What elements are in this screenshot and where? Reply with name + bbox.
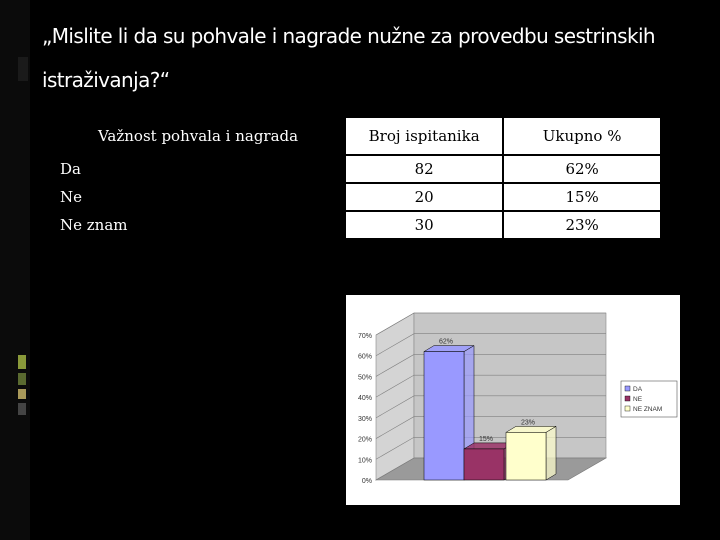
- row-count: 20: [345, 183, 503, 211]
- legend-label: NE ZNAM: [633, 406, 663, 413]
- row-label: Ne: [51, 183, 345, 211]
- left-decor-strip-4: [18, 403, 26, 415]
- bar-value-label: 15%: [478, 435, 494, 443]
- row-percent: 62%: [503, 155, 661, 183]
- y-tick-label: 30%: [357, 415, 372, 423]
- left-decor-band: [0, 0, 30, 540]
- bar: [506, 432, 546, 480]
- bar-side: [546, 426, 556, 480]
- y-tick-label: 10%: [357, 457, 372, 465]
- header-percent: Ukupno %: [503, 117, 661, 155]
- y-tick-label: 40%: [357, 395, 372, 403]
- row-label: Ne znam: [51, 211, 345, 239]
- legend-label: NE: [633, 396, 643, 403]
- y-tick-label: 50%: [357, 374, 372, 382]
- table-row: [51, 155, 661, 183]
- bar-chart: [346, 295, 680, 505]
- table-row: [51, 183, 661, 211]
- slide-title: „Mislite li da su pohvale i nagrade nužne za provedbu sestrinskih istraživanja?“: [42, 24, 655, 92]
- y-tick-label: 60%: [357, 353, 372, 361]
- bar-value-label: 62%: [438, 338, 454, 346]
- left-decor-strip-2: [18, 373, 26, 385]
- header-count: Broj ispitanika: [345, 117, 503, 155]
- results-table: [50, 116, 662, 240]
- y-tick-label: 20%: [357, 436, 372, 444]
- row-count: 82: [345, 155, 503, 183]
- legend-swatch: [625, 396, 630, 401]
- table-row: [51, 211, 661, 239]
- row-count: 30: [345, 211, 503, 239]
- bar: [424, 352, 464, 480]
- row-percent: 15%: [503, 183, 661, 211]
- legend-label: DA: [633, 386, 643, 393]
- legend-swatch: [625, 406, 630, 411]
- left-decor-strip-3: [18, 389, 26, 399]
- left-decor-strip-1: [18, 355, 26, 369]
- left-decor-block: [18, 57, 28, 81]
- chart-svg: [346, 295, 680, 505]
- y-tick-label: 0%: [361, 478, 372, 485]
- bar-value-label: 23%: [520, 419, 536, 427]
- table-header-row: [51, 117, 661, 155]
- bar: [464, 449, 504, 480]
- chart-side-wall: [376, 313, 414, 480]
- row-label: Da: [51, 155, 345, 183]
- header-importance: Važnost pohvala i nagrada: [51, 117, 345, 155]
- row-percent: 23%: [503, 211, 661, 239]
- y-tick-label: 70%: [357, 333, 372, 340]
- legend-swatch: [625, 386, 630, 391]
